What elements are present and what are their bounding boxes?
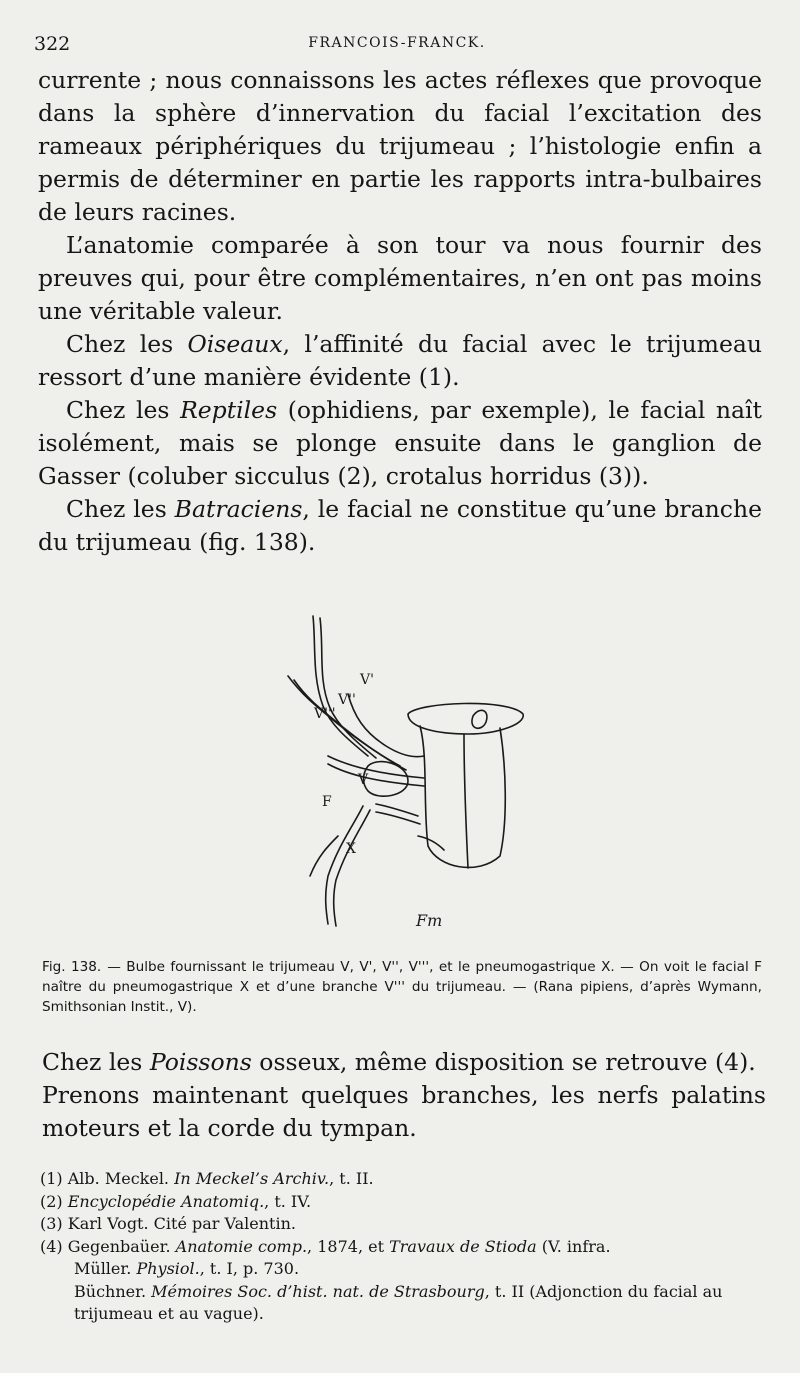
paragraph-oiseaux: [38, 328, 762, 394]
nerve-v-root-2: [328, 764, 424, 786]
bulbe-median-line: [464, 734, 468, 868]
page-header: [34, 33, 760, 59]
citation-title: In Meckel’s Archiv.: [174, 1169, 330, 1188]
label-v-prime: V': [360, 672, 374, 688]
nerve-v-prime-branch-2: [320, 618, 376, 758]
text-run: , t. II (Adjonction du facial au trijumeau et au vague).: [74, 1281, 723, 1323]
bulbe-top-outline: [408, 703, 523, 734]
paragraph-anatomie-comparee: L’anatomie comparée à son tour va nous fournir des preuves qui, pour être complémentaires, n’en ont pas moins une véritable valeur.: [38, 231, 762, 325]
footnote-1: [40, 1168, 768, 1191]
footnote-2: [40, 1191, 768, 1214]
taxon-oiseaux: Oiseaux: [187, 330, 283, 358]
footnote-4-buchner: [40, 1281, 768, 1326]
figure-number: Fig. 138.: [42, 959, 102, 975]
citation-title: Mémoires Soc. d’hist. nat. de Strasbourg: [151, 1281, 485, 1301]
text-run: , 1874, et: [307, 1236, 390, 1256]
nerve-x-root: [418, 836, 444, 850]
text-run: , t. IV.: [264, 1191, 312, 1211]
footnote-4-continued: [40, 1258, 768, 1281]
paragraph-reptiles: [38, 394, 762, 493]
text-run: Chez les: [66, 495, 175, 523]
page-number: 322: [34, 33, 71, 55]
running-head: FRANCOIS-FRANCK.: [308, 35, 486, 51]
citation-title: Anatomie comp.: [175, 1236, 308, 1256]
footnotes: [40, 1168, 768, 1326]
nerve-v-double-branch: [348, 694, 424, 757]
figure-138-illustration: [268, 606, 558, 936]
bulbe-body-outline: [420, 726, 505, 867]
text-run: (4) Gegenbaüer.: [40, 1236, 176, 1256]
text-run: , l’affinité du facial avec le trijumeau ressort d’une manière évidente (1).: [38, 330, 762, 391]
citation-title: Physiol.: [136, 1259, 200, 1278]
figure-caption: [42, 957, 762, 1017]
caption-text: — Bulbe fournissant le trijumeau V, V', V'', V''', et le pneumogastrique X. — On voit le facial F naître du pneumogastrique X et d’une branche V''' du trijumeau. — (Rana pipiens, d’après Wymann, Smithsonian Instit., V).: [42, 959, 762, 1015]
label-v-triple: V''': [314, 706, 336, 722]
nerve-f-facial: [376, 804, 418, 816]
label-v-double: V'': [338, 692, 356, 708]
text-run: (1) Alb. Meckel.: [40, 1169, 175, 1188]
engraver-signature: Fm: [416, 911, 443, 930]
text-run: Chez les: [66, 396, 181, 424]
nerve-x-descending: [326, 806, 363, 924]
taxon-reptiles: Reptiles: [180, 396, 278, 424]
label-f: F: [322, 794, 332, 810]
text-run: Büchner.: [74, 1281, 152, 1301]
text-run: (V. infra.: [536, 1236, 611, 1256]
nerve-v-root: [328, 756, 424, 778]
main-text-continued: [42, 1046, 766, 1145]
main-text: [38, 64, 762, 559]
text-run: (ophidiens, par exemple), le facial naît isolément, mais se plonge ensuite dans le ganglion de Gasser (coluber sicculus (2), crotalus horridus (3)).: [38, 396, 762, 490]
paragraph-continuation: currente ; nous connaissons les actes réflexes que provoque dans la sphère d’innervation du facial l’excitation des rameaux périphériques du trijumeau ; l’histologie enfin a permis de déterminer en partie les rapports intra-bulbaires de leurs racines.: [38, 66, 762, 226]
citation-title: Encyclopédie Anatomiq.: [67, 1191, 265, 1211]
taxon-poissons: Poissons: [149, 1048, 252, 1076]
label-v: V: [358, 772, 369, 788]
text-run: Chez les: [42, 1048, 150, 1076]
text-run: , t. I, p. 730.: [199, 1259, 300, 1278]
text-run: , le facial ne constitue qu’une branche du trijumeau (fig. 138).: [38, 495, 762, 556]
footnote-4: [40, 1236, 768, 1259]
bulbe-nucleus: [472, 710, 487, 728]
nerve-x-twig: [310, 836, 338, 876]
taxon-batraciens: Batraciens: [174, 495, 303, 523]
label-x: X: [346, 841, 356, 857]
text-run: Müller.: [74, 1259, 137, 1278]
text-run: Chez les: [66, 330, 188, 358]
text-run: (2): [40, 1191, 68, 1211]
citation-title: Travaux de Stioda: [389, 1236, 537, 1256]
text-run: , t. II.: [329, 1169, 374, 1188]
paragraph-poissons: [42, 1046, 766, 1079]
paragraph-nerfs-palatins: Prenons maintenant quelques branches, les nerfs palatins moteurs et la corde du tympan.: [42, 1081, 766, 1142]
paragraph-batraciens: [38, 493, 762, 559]
text-run: osseux, même disposition se retrouve (4).: [251, 1048, 756, 1076]
footnote-3: (3) Karl Vogt. Cité par Valentin.: [40, 1214, 296, 1233]
nerve-v-triple-branch: [288, 676, 400, 766]
